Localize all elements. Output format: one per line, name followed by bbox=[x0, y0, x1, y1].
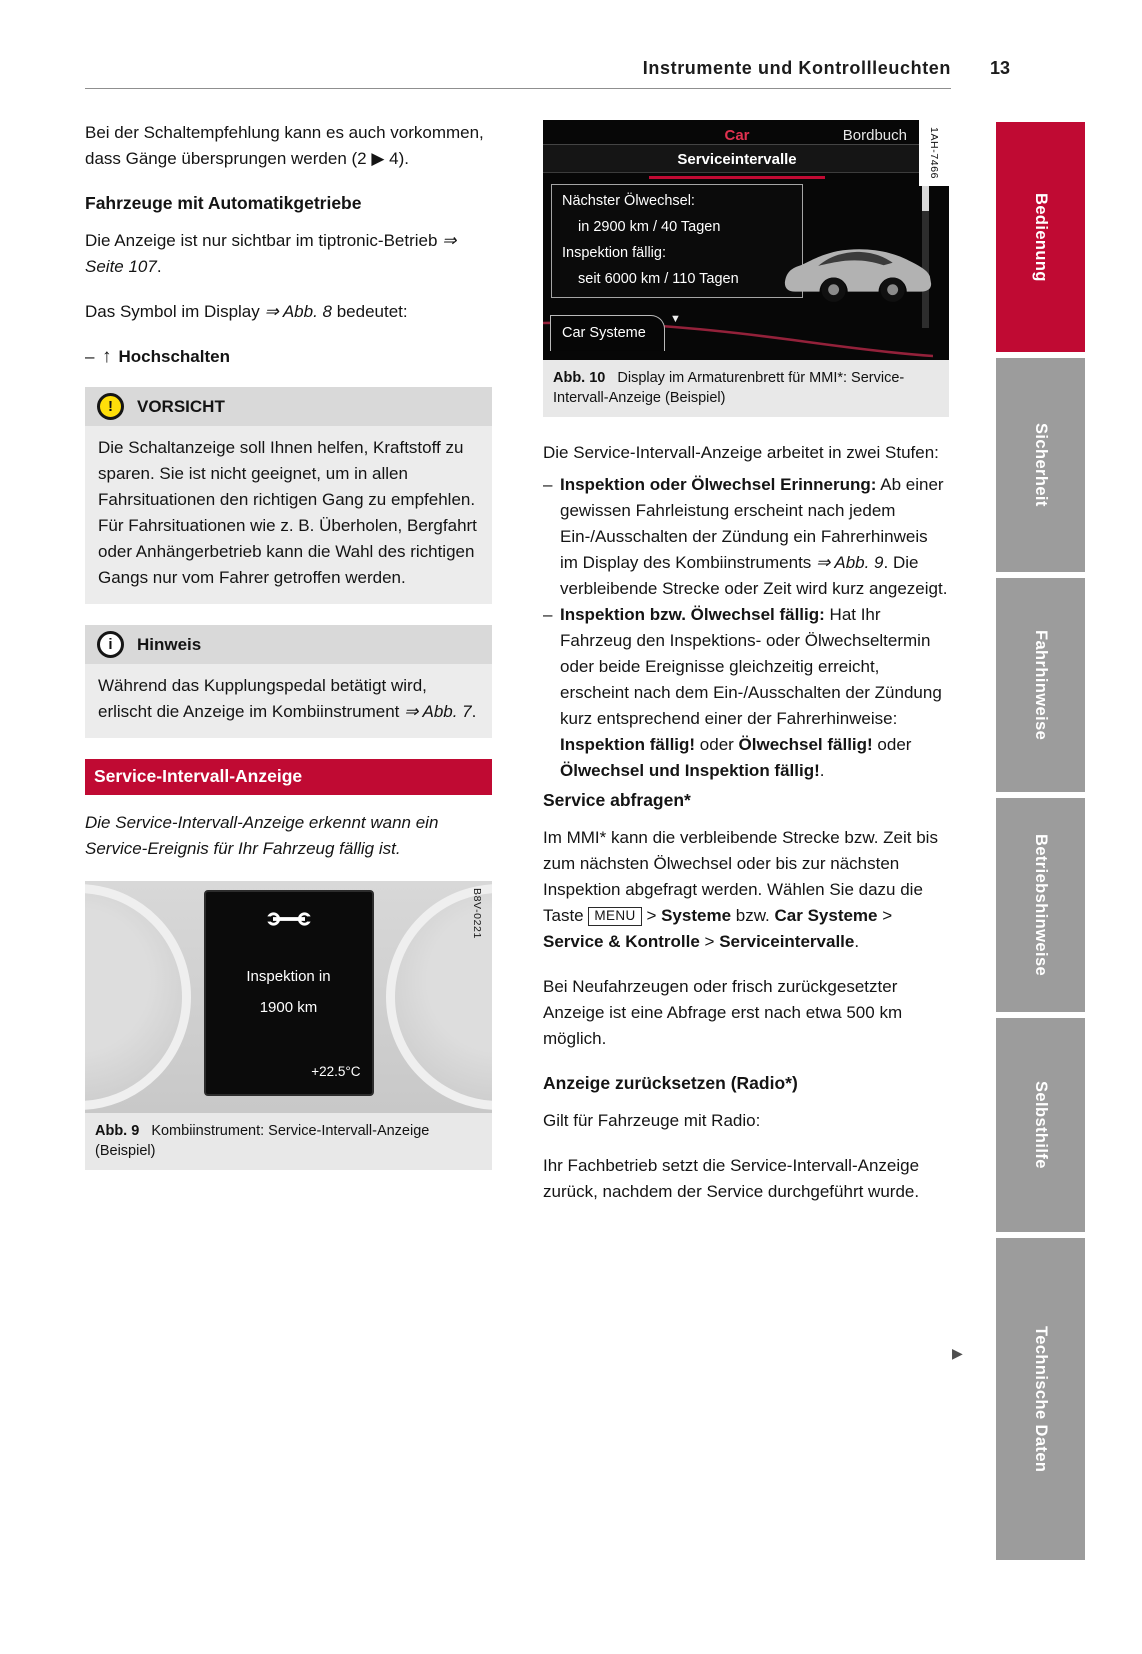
section-banner-service-intervall: Service-Intervall-Anzeige bbox=[85, 759, 492, 795]
mmi-row-oelwechsel: Nächster Ölwechsel: bbox=[562, 193, 695, 209]
body-text: > bbox=[877, 906, 893, 925]
paragraph-radio bbox=[543, 1108, 949, 1134]
upshift-label: Hochschalten bbox=[118, 347, 230, 366]
left-column bbox=[85, 120, 492, 1170]
body-text: oder bbox=[872, 735, 912, 754]
body-text: Das Symbol im Display bbox=[85, 302, 265, 321]
sidebar-tab-label: Sicherheit bbox=[1032, 423, 1050, 507]
body-text: Die Service-Intervall-Anzeige erkennt wann ein Service-Ereignis für Ihr Fahrzeug fällig ist. bbox=[85, 813, 439, 858]
cluster-message-line1: Inspektion in bbox=[246, 968, 331, 985]
bold-text: Inspektion oder Ölwechsel Erinnerung: bbox=[560, 475, 877, 494]
list-item-text bbox=[560, 472, 949, 602]
exclamation-icon bbox=[97, 393, 124, 420]
list-item-faellig bbox=[543, 602, 949, 784]
caption-label: Abb. 9 bbox=[95, 1123, 140, 1139]
car-illustration bbox=[781, 230, 935, 307]
figure-code: B8V-0221 bbox=[471, 888, 483, 939]
body-text: > bbox=[699, 932, 720, 951]
body-text: Gilt für Fahrzeuge mit Radio: bbox=[543, 1111, 761, 1130]
note-box-title: Hinweis bbox=[137, 634, 202, 654]
bold-text: Inspektion fällig! bbox=[560, 735, 696, 754]
menu-key: MENU bbox=[588, 907, 641, 926]
body-text: Die Service-Intervall-Anzeige arbeitet in zwei Stufen: bbox=[543, 443, 939, 462]
paragraph-schaltempfehlung bbox=[85, 120, 492, 172]
bold-text: Service & Kontrolle bbox=[543, 932, 700, 951]
bold-text: Ölwechsel fällig! bbox=[738, 735, 873, 754]
figure-code: 1AH-7466 bbox=[919, 120, 949, 186]
caption-label: Abb. 10 bbox=[553, 370, 606, 386]
info-icon bbox=[97, 631, 124, 658]
caption-text: Display im Armaturenbrett für MMI*: Service-Intervall-Anzeige (Beispiel) bbox=[553, 370, 905, 406]
body-text: Im MMI* kann die verbleibende Strecke bzw. Zeit bis zum nächsten Ölwechsel oder bis zur nächsten Inspektion abgefragt werden. Wählen Sie dazu die Taste bbox=[543, 828, 938, 925]
body-text: . bbox=[156, 257, 162, 276]
caution-box-title: VORSICHT bbox=[137, 396, 225, 416]
caption-text: Kombiinstrument: Service-Intervall-Anzeige (Beispiel) bbox=[95, 1123, 430, 1159]
sidebar-tab-selbsthilfe[interactable] bbox=[996, 1018, 1085, 1232]
caution-box-body bbox=[85, 426, 492, 604]
figure-abb10-caption bbox=[543, 360, 949, 417]
bold-text: Inspektion bzw. Ölwechsel fällig: bbox=[560, 605, 825, 624]
figure-abb10-mmi-display bbox=[543, 120, 949, 360]
caution-box bbox=[85, 387, 492, 604]
sidebar-tab-sicherheit[interactable] bbox=[996, 358, 1085, 572]
page-reference: ⇒ Seite 107 bbox=[85, 231, 457, 276]
body-text: bedeutet: bbox=[332, 302, 408, 321]
section-intro bbox=[85, 810, 492, 862]
body-text: . Die verbleibende Strecke oder Zeit wird kurz angezeigt. bbox=[560, 553, 948, 598]
sidebar-tab-label: Bedienung bbox=[1032, 192, 1050, 282]
right-column bbox=[543, 120, 949, 1224]
mmi-row-inspektion: Inspektion fällig: bbox=[562, 245, 666, 261]
sidebar-tab-label: Betriebshinweise bbox=[1032, 833, 1050, 977]
header-title: Instrumente und Kontrollleuchten bbox=[642, 58, 951, 78]
figure-abb9-instrument-cluster bbox=[85, 881, 492, 1113]
figure-abb9-caption bbox=[85, 1113, 492, 1170]
page-number: 13 bbox=[990, 58, 1011, 78]
sidebar-tab-technische-daten[interactable] bbox=[996, 1238, 1085, 1560]
list-item-erinnerung bbox=[543, 472, 949, 602]
paragraph-service-abfragen bbox=[543, 825, 949, 955]
body-text: bzw. bbox=[731, 906, 775, 925]
caution-box-header bbox=[85, 387, 492, 426]
sidebar-tab-fahrhinweise[interactable] bbox=[996, 578, 1085, 792]
paragraph-fachbetrieb bbox=[543, 1153, 949, 1205]
cluster-temperature: +22.5°C bbox=[311, 1064, 361, 1079]
paragraph-neufahrzeuge bbox=[543, 974, 949, 1052]
page-header bbox=[85, 58, 951, 89]
body-text: Die Anzeige ist nur sichtbar im tiptronic-Betrieb bbox=[85, 231, 443, 250]
mmi-tab-bordbuch: Bordbuch bbox=[842, 127, 907, 144]
body-text: Ab einer gewissen Fahrleistung erscheint nach jedem Ein-/Ausschalten der Zündung ein Fahrerhinweis im Display des Kombiinstruments bbox=[560, 475, 944, 572]
paragraph-symbol-display bbox=[85, 299, 492, 325]
mmi-tab-car: Car bbox=[724, 127, 750, 144]
mmi-top-bar bbox=[543, 120, 931, 145]
mmi-down-arrow-icon: ▼ bbox=[670, 313, 681, 325]
mmi-service-panel bbox=[551, 184, 803, 298]
heading-anzeige-zuruecksetzen: Anzeige zurücksetzen (Radio*) bbox=[543, 1073, 798, 1093]
heading-automatikgetriebe: Fahrzeuge mit Automatikgetriebe bbox=[85, 193, 362, 213]
cluster-display bbox=[204, 890, 374, 1096]
paragraph-tiptronic bbox=[85, 228, 492, 280]
body-text: Ihr Fachbetrieb setzt die Service-Intervall-Anzeige zurück, nachdem der Service durchgeführt wurde. bbox=[543, 1156, 920, 1201]
body-text: . bbox=[854, 932, 860, 951]
speedometer-dial bbox=[85, 884, 191, 1110]
upshift-arrow-icon: ↑ bbox=[102, 346, 112, 367]
body-text: oder bbox=[695, 735, 739, 754]
continuation-arrow-icon: ▶ bbox=[952, 1345, 963, 1361]
body-text: Die Schaltanzeige soll Ihnen helfen, Kraftstoff zu sparen. Sie ist nicht geeignet, um in allen Fahrsituationen den richtigen Gang zu empfehlen. Für Fahrsituationen wie z. B. Überholen, Bergfahrt oder Anhängerbetrieb kann die Wahl des richtigen Gangs nur vom Fahrer getroffen werden. bbox=[98, 438, 477, 587]
upshift-text bbox=[102, 344, 230, 370]
mmi-row-oelwechsel-value: in 2900 km / 40 Tagen bbox=[578, 219, 721, 235]
sidebar-tab-label: Technische Daten bbox=[1032, 1325, 1050, 1473]
heading-service-abfragen: Service abfragen* bbox=[543, 790, 691, 810]
list-dash: – bbox=[85, 347, 95, 366]
mmi-screen-title bbox=[543, 145, 931, 173]
body-text: Hat Ihr Fahrzeug den Inspektions- oder Ölwechseltermin oder beide Ereignisse gleichzeitig erreicht, erscheint nach dem Ein-/Ausschalten der Zündung kurz entsprechend einer der Fahrerhinweise: bbox=[560, 605, 942, 728]
figure-reference: ⇒ Abb. 9 bbox=[816, 553, 884, 572]
sidebar-tab-label: Selbsthilfe bbox=[1032, 1081, 1050, 1169]
paragraph-zwei-stufen bbox=[543, 440, 949, 466]
figure-reference: ⇒ Abb. 7 bbox=[404, 702, 472, 721]
cluster-message-line2: 1900 km bbox=[259, 999, 318, 1016]
bold-text: Serviceintervalle bbox=[719, 932, 855, 951]
body-text: Bei Neufahrzeugen oder frisch zurückgesetzter Anzeige ist eine Abfrage erst nach etwa 500 km möglich. bbox=[543, 977, 903, 1048]
body-text: Während das Kupplungspedal betätigt wird, erlischt die Anzeige im Kombiinstrument bbox=[98, 676, 427, 721]
body-text: . bbox=[819, 761, 825, 780]
body-text: Bei der Schaltempfehlung kann es auch vorkommen, dass Gänge übersprungen werden (2 ▶ 4). bbox=[85, 123, 484, 168]
sidebar-tab-betriebshinweise[interactable] bbox=[996, 798, 1085, 1012]
note-box-body bbox=[85, 664, 492, 738]
list-dash: – bbox=[543, 605, 553, 624]
list-item-text bbox=[560, 602, 949, 784]
note-box-header bbox=[85, 625, 492, 664]
body-text: > bbox=[641, 906, 662, 925]
wrench-icon bbox=[266, 908, 312, 922]
body-text: . bbox=[471, 702, 477, 721]
mmi-row-inspektion-value: seit 6000 km / 110 Tagen bbox=[578, 271, 739, 287]
sidebar-tab-bedienung[interactable] bbox=[996, 122, 1085, 352]
upshift-list-item bbox=[85, 344, 492, 370]
bold-text: Systeme bbox=[661, 906, 732, 925]
figure-reference: ⇒ Abb. 8 bbox=[264, 302, 332, 321]
icon-glyph: i bbox=[108, 636, 113, 653]
sidebar-tab-label: Fahrhinweise bbox=[1032, 629, 1050, 741]
note-box bbox=[85, 625, 492, 738]
bold-text: Car Systeme bbox=[774, 906, 878, 925]
mmi-title-text: Serviceintervalle bbox=[649, 145, 824, 179]
mmi-car-systeme-tab: Car Systeme bbox=[550, 315, 665, 351]
icon-glyph: ! bbox=[108, 398, 113, 415]
bold-text: Ölwechsel und Inspektion fällig! bbox=[560, 761, 820, 780]
list-dash: – bbox=[543, 475, 553, 494]
